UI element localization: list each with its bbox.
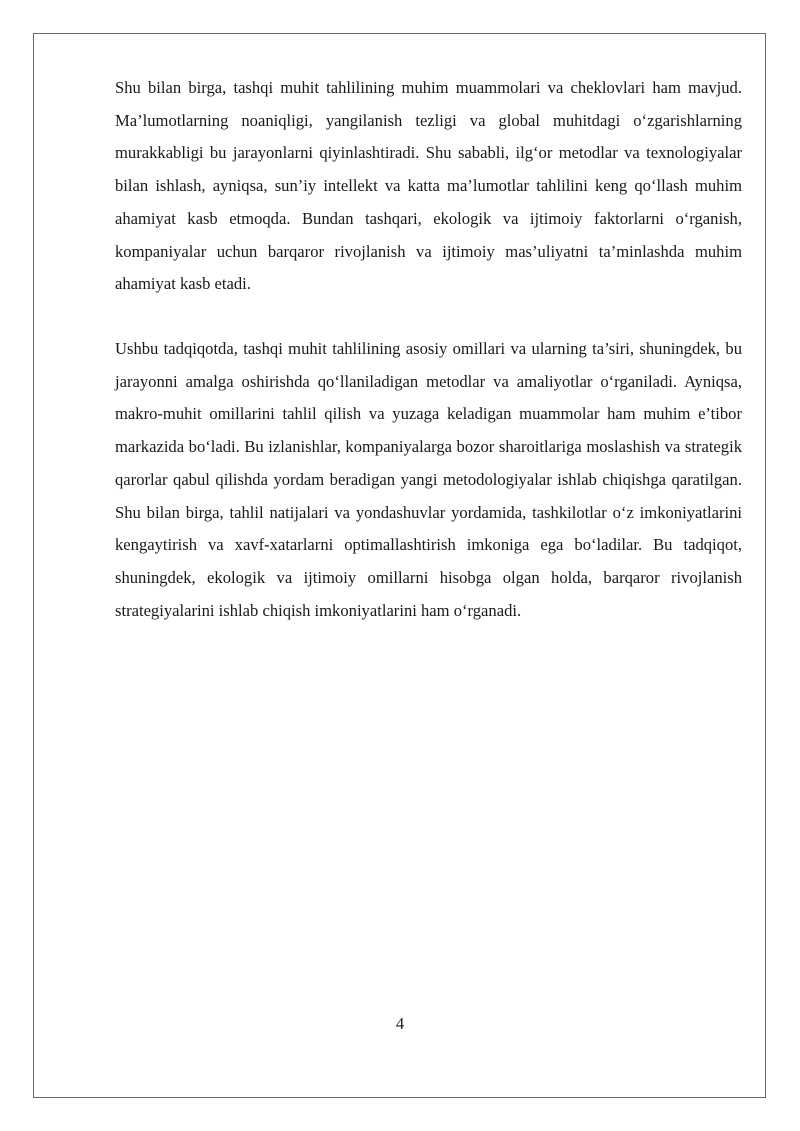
- page-number: 4: [395, 1014, 405, 1033]
- body-paragraph: Ushbu tadqiqotda, tashqi muhit tahlilining asosiy omillari va ularning ta’siri, shuningdek, bu jarayonni amalga oshirishda qo‘llaniladigan metodlar va amaliyotlar o‘rganiladi. Ayniqsa, makro-muhit omillarini tahlil qilish va yuzaga keladigan muammolar ham muhim e’tibor markazida bo‘ladi. Bu izlanishlar, kompaniyalarga bozor sharoitlariga moslashish va strategik qarorlar qabul qilishda yordam beradigan yangi metodologiyalar ishlab chiqishga qaratilgan. Shu bilan birga, tahlil natijalari va yondashuvlar yordamida, tashkilotlar o‘z imkoniyatlarini kengaytirish va xavf-xatarlarni optimallashtirish imkoniga ega bo‘ladilar. Bu tadqiqot, shuningdek, ekologik va ijtimoiy omillarni hisobga olgan holda, barqaror rivojlanish strategiyalarini ishlab chiqish imkoniyatlarini ham o‘rganadi.: [115, 339, 742, 620]
- body-paragraph: Shu bilan birga, tashqi muhit tahlilining muhim muammolari va cheklovlari ham mavjud. Ma’lumotlarning noaniqligi, yangilanish tezligi va global muhitdagi o‘zgarishlarning murakkabligi bu jarayonlarni qiyinlashtiradi. Shu sababli, ilg‘or metodlar va texnologiyalar bilan ishlash, ayniqsa, sun’iy intellekt va katta ma’lumotlar tahlilini keng qo‘llash muhim ahamiyat kasb etmoqda. Bundan tashqari, ekologik va ijtimoiy faktorlarni o‘rganish, kompaniyalar uchun barqaror rivojlanish va ijtimoiy mas’uliyatni ta’minlashda muhim ahamiyat kasb etadi.: [115, 78, 742, 294]
